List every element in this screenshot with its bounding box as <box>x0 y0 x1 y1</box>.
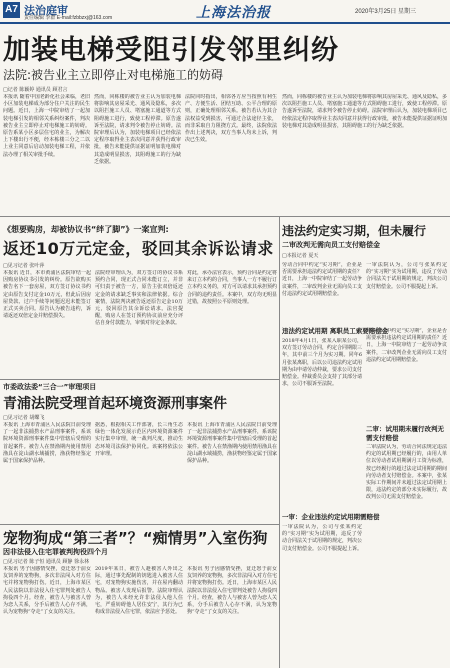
story2-headline: 返还10万元定金，驳回其余诉讼请求 <box>3 239 274 258</box>
story5-byline: □本报记者 夏天 <box>282 253 319 259</box>
issue-date: 2020年3月25日 星期三 <box>355 9 417 15</box>
story4-headline: 宠物狗成“第三者”？“痴情男”入室伤狗 <box>3 529 268 547</box>
story5-column-1b: 2018年4月1日，张某入职某公司，双方签订劳动合同，约定合同期限三年，其中前三个月为实习期。同年6月张某离职，后以公司违法约定试用期为由申请劳动仲裁，要求公司支付赔偿金。仲裁委员会支持了其部分请求，公司不服诉至法院。 <box>282 338 362 388</box>
section-title: 法治庭审 <box>24 5 68 17</box>
editor-meta: 责任编辑 李群 E-mail:fzbbzxj@163.com <box>24 15 113 21</box>
column-divider <box>279 216 280 668</box>
story5-subhead-1: 违法约定试用期 离职员工索要赔偿金 <box>282 327 389 335</box>
story3-column-1: 本报讯 上海市青浦区人民法院日前受理了一起非法捕捞水产品刑事案件，系该院环境资源刑事案件集中管辖后受理的首起案件。被告人在禁渔期内使用禁用渔具在淀山湖水域捕捞，渔获物经鉴定属于国家保护品种。 <box>3 422 91 465</box>
story3-column-3: 本报讯 上海市青浦区人民法院日前受理了一起非法捕捞水产品刑事案件，系该院环境资源刑事案件集中管辖后受理的首起案件。被告人在禁渔期内使用禁用渔具在淀山湖水域捕捞，渔获物经鉴定属于国家保护品种。 <box>187 422 277 465</box>
story5-column-2c: 二审法院认为，劳动合同法规定违法约定的试用期已经履行的，由用人单位以劳动者试用期满月工资为标准，按已经履行的超过法定试用期的期间向劳动者支付赔偿金。本案中，张某实际工作期间并未超过法定试用期上限，违法约定的部分未实际履行，故改判公司无需支付赔偿金。 <box>366 444 447 501</box>
lead-subheadline: 法院:被告业主立即停止对电梯施工的妨碍 <box>3 68 224 82</box>
story5-column-2b: 劳动合同中约定“实习期”，企业是否需要承担违法约定试用期的责任？近日，上海一中院审结了一起劳动争议案件，二审改判企业无需向员工支付违法约定试用期赔偿金。 <box>366 328 447 363</box>
story5-subhead-3: 二审：试用期未履行改判无需支付赔偿 <box>366 425 444 442</box>
lead-headline: 加装电梯受阻引发邻里纠纷 <box>3 35 339 66</box>
story4-column-1: 本报讯 男子因感情受挫，竟迁怒于前女友饲养的宠物狗，多次非法闯入对方住宅并将宠物狗打伤。近日，上海市某区人民法院以非法侵入住宅罪判处被告人拘役四个月。经查，被告人与被害人曾为恋人关系，分手后被告人心存不满，认为宠物狗“夺走”了女友的关注。 <box>3 566 91 616</box>
story4-byline: □见习记者 陈子恒 通讯员 顾静 徐永林 <box>3 559 90 565</box>
divider <box>0 524 279 525</box>
story2-column-3: 对此，承办法官表示，预约合同是约定将来订立本约的合同，当事人一方不履行订立本约义务的，对方可以请求其承担预约合同的违约责任。本案中，双方均无明显过错，故按照公平原则处理。 <box>187 270 277 305</box>
story3-column-2: 据悉，根据相关工作部署，长三角生态绿色一体化发展示范区内环境资源案件实行集中审理，统一裁判尺度，推动生态环境司法保护协同化。该案将依法公开审理。 <box>95 422 183 457</box>
story5-subhead-2: 一审：企业违法约定试用期需赔偿 <box>282 513 380 521</box>
lead-column-2: 然而，同栋楼的被告业主认为加装电梯将影响其房屋采光、通风及隐私，多次以阻拦施工人员、堵塞施工通道等方式阻碍施工进行，致使工程停滞。原告遂诉至法院，请求判令被告停止妨碍。法院审理后认为，加装电梯项目已经依法定程序取得业主表决同意并获得行政审批，被告未能提供证据证明加装电梯对其造成明显损害，其阻碍施工的行为缺乏依据。 <box>94 94 181 165</box>
story3-byline: □见习记者 胡蝶飞 <box>3 415 45 421</box>
header-rule <box>0 22 450 24</box>
story5-subheadline: 二审改判无需向员工支付赔偿金 <box>282 241 380 249</box>
story5-column-2a: 一审法院认为，公司与张某约定的“实习期”实为试用期，违反了劳动合同法关于试用期的规定，判决公司支付赔偿金。公司不服提起上诉。 <box>366 262 447 290</box>
story4-subheadline: 因非法侵入住宅罪被判拘役四个月 <box>3 548 108 556</box>
masthead-logo: 上海法治报 <box>196 5 271 21</box>
story5-column-1a: 劳动合同中约定“实习期”，企业是否需要承担违法约定试用期的责任？近日，上海一中院审结了一起劳动争议案件，二审改判企业无需向员工支付违法约定试用期赔偿金。 <box>282 262 362 297</box>
lead-column-1: 本报讯 随着中国老龄化社会来临，老旧小区加装电梯成为部分住户关注的民生问题。近日，上海一中院审结了一起加装电梯引发的相邻关系纠纷案件，判决被告业主立即停止对电梯施工的妨碍。原告系某小区多层住宅的业主，为解决上下楼出行不便，经本栋楼三分之二以上业主同意后启动加装电梯工程，并依法办理了相关审批手续。 <box>3 94 90 158</box>
page-header <box>0 0 450 22</box>
story4-column-3: 本报讯 男子因感情受挫，竟迁怒于前女友饲养的宠物狗，多次非法闯入对方住宅并将宠物狗打伤。近日，上海市某区人民法院以非法侵入住宅罪判处被告人拘役四个月。经查，被告人与被害人曾为恋人关系，分手后被告人心存不满，认为宠物狗“夺走”了女友的关注。 <box>187 566 277 616</box>
story2-kicker: 《想要购房，却被协议书“绊了脚”》一案宣判: <box>3 225 169 234</box>
divider <box>0 379 279 380</box>
story5-column-1c: 一审法院认为，公司与张某约定的“实习期”实为试用期，违反了劳动合同法关于试用期的规定，判决公司支付赔偿金。公司不服提起上诉。 <box>282 524 362 552</box>
story2-column-1: 本报讯 近日，本市黄浦区法院审结一起因购房协议书引发的纠纷。原告欲购买被告名下一套房屋，双方签订协议书约定由原告支付定金10万元，但此后因房屋贷款、过户手续等问题迟迟未能签订正式买卖合同。原告认为被告违约，诉请返还双倍定金并赔偿损失。 <box>3 270 91 320</box>
story5-headline: 违法约定实习期，但未履行 <box>282 224 427 238</box>
lead-byline: □记者 陈颖婷 通讯员 顾君言 <box>3 87 68 93</box>
story3-kicker: 市委政法委“三合一”审理项目 <box>3 383 97 391</box>
lead-column-3: 法院同时指出，相邻各方应当按照有利生产、方便生活、团结互助、公平合理的原则，正确处理相邻关系。被告若认为其合法权益受到损害，可通过合法途径主张，而非采取自力阻挠方式。最终，法院依法作出上述判决，双方当事人均未上诉，判决已生效。 <box>185 94 277 144</box>
story4-column-2: 2019年某日，被告人趁被害人外出之际，通过事先配制的钥匙进入被害人住宅，对宠物狗实施伤害，并在屋内翻动物品。被害人发现后报警。法院审理认为，被告人未经允许非法侵入他人住宅，严重妨碍他人居住安宁，其行为已构成非法侵入住宅罪，依法应予惩处。 <box>95 566 183 616</box>
divider <box>0 216 450 217</box>
story2-column-2: 法院经审理认为，双方签订的协议书系预约合同，现正式合同未能订立，并非可归责于被告一方，原告主张双倍返还定金的请求缺乏事实和法律依据。综合案情，法院判决被告返还原告定金10万元，驳回原告其余诉讼请求。法官提醒，购房人在签订预约协议前应充分评估自身付款能力，审慎对待定金条款。 <box>95 270 183 327</box>
lead-column-4: 然而，同栋楼的被告业主认为加装电梯将影响其房屋采光、通风及隐私，多次以阻拦施工人员、堵塞施工通道等方式阻碍施工进行，致使工程停滞。原告遂诉至法院，请求判令被告停止妨碍。法院审理后认为，加装电梯项目已经依法定程序取得业主表决同意并获得行政审批，被告未能提供证据证明加装电梯对其造成明显损害，其阻碍施工的行为缺乏依据。 <box>282 94 447 129</box>
story2-byline: □见习记者 张叶萍 <box>3 263 45 269</box>
page-number: A7 <box>3 2 20 18</box>
story3-headline: 青浦法院受理首起环境资源刑事案件 <box>3 396 227 412</box>
